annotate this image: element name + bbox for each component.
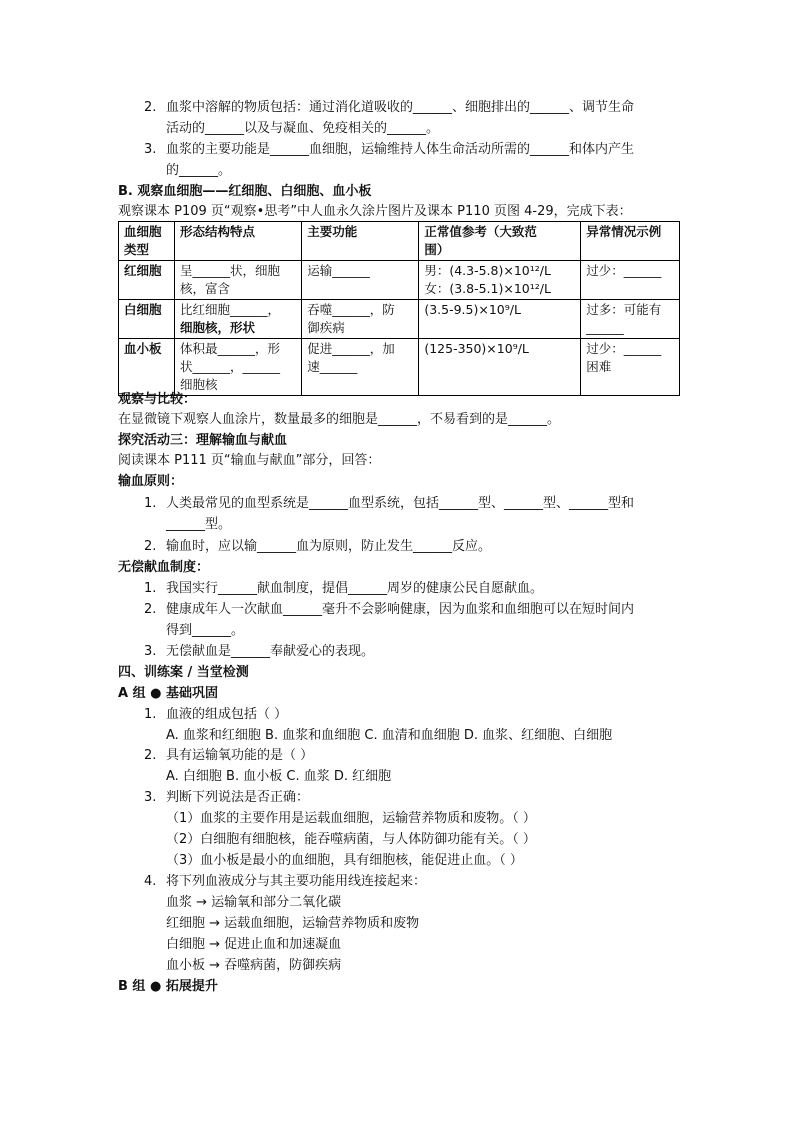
group-heading: B 组 ● 拓展提升 xyxy=(118,979,218,994)
question-item: 1. 血液的组成包括（ ） xyxy=(144,707,288,722)
question-item: 2. 具有运输氧功能的是（ ） xyxy=(144,748,314,763)
judgment-statement: （1）血浆的主要作用是运载血细胞，运输营养物质和废物。（ ） xyxy=(166,811,536,826)
cell-normal: 男：(4.3-5.8)×10¹²/L 女：(3.8-5.1)×10¹²/L xyxy=(419,261,581,300)
table-row xyxy=(119,339,680,396)
matching-item: 血小板 → 吞噬病菌，防御疾病 xyxy=(166,958,342,973)
question-item: 2. 输血时，应以输______血为原则，防止发生______反应。 xyxy=(144,539,492,554)
matching-item: 血浆 → 运输氧和部分二氧化碳 xyxy=(166,895,342,910)
section-intro: 观察课本 P109 页“观察•思考”中人血永久涂片图片及课本 P110 页图 4-29，完成下表： xyxy=(118,204,632,219)
table-header-cell: 血细胞 类型 xyxy=(119,222,175,261)
section-heading: 探究活动三：理解输血与献血 xyxy=(118,433,288,448)
cell-abnormal: 过少：______ 困难 xyxy=(581,339,680,396)
question-item-continued: ______型。 xyxy=(166,517,232,532)
question-options: A. 白细胞 B. 血小板 C. 血浆 D. 红细胞 xyxy=(166,769,392,784)
cell-function: 促进______，加 速______ xyxy=(302,339,419,396)
cell-normal: (3.5-9.5)×10⁹/L xyxy=(419,300,581,339)
cell-function: 运输______ xyxy=(302,261,419,300)
judgment-statement: （3）血小板是最小的血细胞，具有细胞核，能促进止血。（ ） xyxy=(166,853,523,868)
table-header-cell: 形态结构特点 xyxy=(174,222,301,261)
group-heading: A 组 ● 基础巩固 xyxy=(118,686,218,701)
cell-normal: (125-350)×10⁹/L xyxy=(419,339,581,396)
cell-abnormal: 过多：可能有 ______ xyxy=(581,300,680,339)
table-header-cell: 异常情况示例 xyxy=(581,222,680,261)
question-options: A. 血浆和红细胞 B. 血浆和血细胞 C. 血清和血细胞 D. 血浆、红细胞、白细胞 xyxy=(166,728,613,743)
table-row xyxy=(119,300,680,339)
section-heading: 观察与比较： xyxy=(118,392,197,407)
matching-item: 红细胞 → 运载血细胞，运输营养物质和废物 xyxy=(166,916,420,931)
cell-type: 白细胞 xyxy=(119,300,175,339)
blood-cell-table xyxy=(118,221,680,396)
matching-item: 白细胞 → 促进止血和加速凝血 xyxy=(166,937,342,952)
table-header-row xyxy=(119,222,680,261)
question-item: 3. 血浆的主要功能是______血细胞，运输维持人体生命活动所需的______和体内产生 xyxy=(144,142,635,157)
question-item: 3. 无偿献血是______奉献爱心的表现。 xyxy=(144,644,375,659)
paragraph: 在显微镜下观察人血涂片，数量最多的细胞是______，不易看到的是______。 xyxy=(118,412,561,427)
cell-abnormal: 过少：______ xyxy=(581,261,680,300)
table-header-cell: 正常值参考（大致范 围） xyxy=(419,222,581,261)
cell-feature: 比红细胞______， 细胞核，形状 xyxy=(174,300,301,339)
section-heading: 四、训练案 / 当堂检测 xyxy=(118,665,249,680)
question-item: 4. 将下列血液成分与其主要功能用线连接起来： xyxy=(144,874,427,889)
question-item: 2. 血浆中溶解的物质包括：通过消化道吸收的______、细胞排出的______、调节生命 xyxy=(144,100,635,115)
question-item: 1. 我国实行______献血制度，提倡______周岁的健康公民自愿献血。 xyxy=(144,581,544,596)
question-item-continued: 活动的______以及与凝血、免疫相关的______。 xyxy=(166,121,440,136)
question-item-continued: 得到______。 xyxy=(166,623,245,638)
cell-feature: 呈______状，细胞 核，富含 xyxy=(174,261,301,300)
section-heading: B. 观察血细胞——红细胞、白细胞、血小板 xyxy=(118,184,372,199)
cell-feature: 体积最______，形 状______，______ 细胞核 xyxy=(174,339,301,396)
cell-type: 红细胞 xyxy=(119,261,175,300)
cell-function: 吞噬______，防 御疾病 xyxy=(302,300,419,339)
paragraph: 阅读课本 P111 页“输血与献血”部分，回答： xyxy=(118,453,381,468)
question-item: 1. 人类最常见的血型系统是______血型系统，包括______型、______型、______型和 xyxy=(144,496,635,511)
table-row xyxy=(119,261,680,300)
section-heading: 输血原则： xyxy=(118,474,184,489)
table-header-cell: 主要功能 xyxy=(302,222,419,261)
judgment-statement: （2）白细胞有细胞核，能吞噬病菌，与人体防御功能有关。（ ） xyxy=(166,832,536,847)
question-item: 2. 健康成年人一次献血______毫升不会影响健康，因为血浆和血细胞可以在短时间内 xyxy=(144,602,635,617)
question-item: 3. 判断下列说法是否正确： xyxy=(144,790,310,805)
section-heading: 无偿献血制度： xyxy=(118,560,210,575)
cell-type: 血小板 xyxy=(119,339,175,396)
question-item-continued: 的______。 xyxy=(166,163,232,178)
